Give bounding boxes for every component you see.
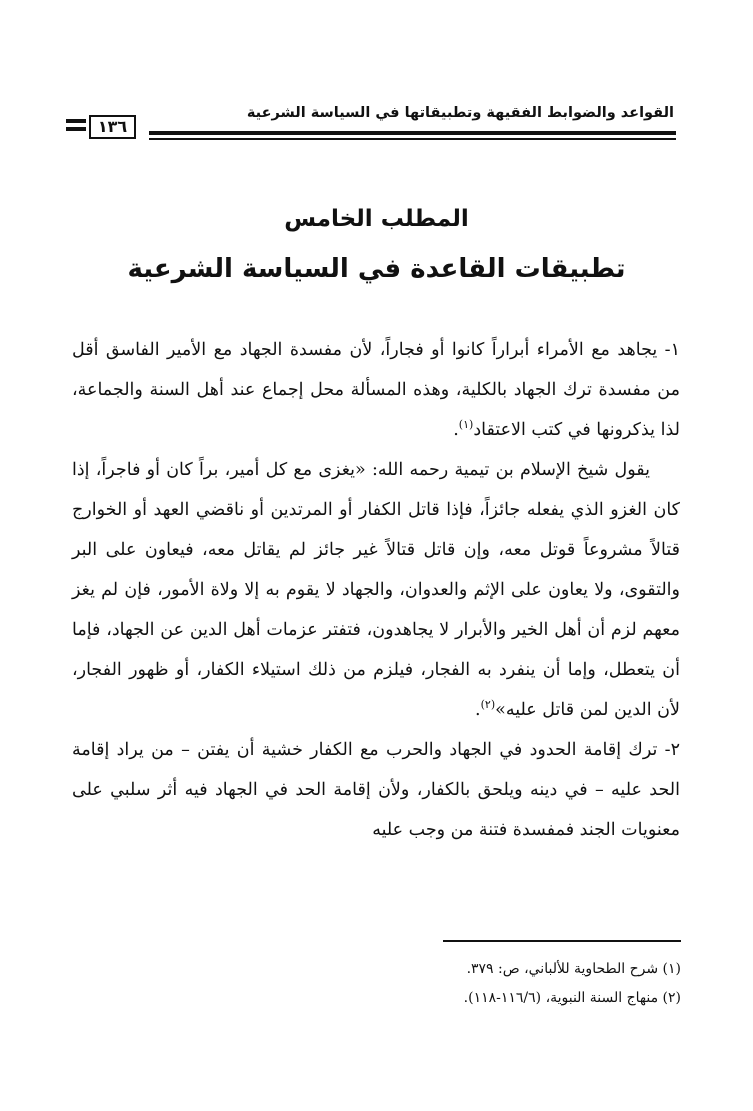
paragraph-3: ٢- ترك إقامة الحدود في الجهاد والحرب مع الكفار خشية أن يفتن – من يراد إقامة الحد عليه – في دينه ويلحق بالكفار، ولأن إقامة الحد في الجهاد فيه أثر سلبي على معنويات الجند فمفسدة فتنة من وجب عليه <box>72 740 680 840</box>
paragraph-1 <box>72 330 680 450</box>
footnote-2: (٢) منهاج السنة النبوية، (١١٦/٦-١١٨). <box>463 990 681 1006</box>
section-title: تطبيقات القاعدة في السياسة الشرعية <box>127 254 626 284</box>
paragraph-1-text: ١- يجاهد مع الأمراء أبراراً كانوا أو فجاراً، لأن مفسدة الجهاد مع الأمير الفاسق أقل من مفسدة ترك الجهاد بالكلية، وهذه المسألة محل إجماع عند أهل السنة والجماعة، لذا يذكرونها في كتب الاعتقاد <box>72 340 680 440</box>
running-title: القواعد والضوابط الفقيهة وتطبيقاتها في السياسة الشرعية <box>246 105 674 121</box>
section-label: المطلب الخامس <box>284 206 469 232</box>
header-dash-top <box>66 119 86 123</box>
paragraph-2-end: . <box>475 700 481 720</box>
footnotes <box>73 955 681 1013</box>
page-header <box>66 103 676 147</box>
paragraph-1-end: . <box>453 420 459 440</box>
footnote-ref-2: (٢) <box>480 698 496 712</box>
footnote-divider <box>443 940 681 942</box>
header-rule-thick <box>149 131 676 135</box>
paragraph-2-text: يقول شيخ الإسلام بن تيمية رحمه الله: «يغزى مع كل أمير، براً كان أو فاجراً، إذا كان الغزو الذي يفعله جائزاً، فإذا قاتل الكفار أو المرتدين أو ناقضي العهد أو الخوارج قتالاً مشروعاً قوتل معه، وإن قاتل قتالاً غير جائز لم يقاتل معه، فيعاون على البر والتقوى، ولا يعاون على الإثم والعدوان، والجهاد لا يقوم به إلا ولاة الأمور، فإن لم يغز معهم لزم أن أهل الخير والأبرار لا يجاهدون، فتفتر عزمات أهل الدين عن الجهاد، فإما أن يتعطل، وإما أن ينفرد به الفجار، فيلزم من ذلك استيلاء الكفار، أو ظهور الفجار، لأن الدين لمن قاتل عليه» <box>72 460 680 720</box>
header-rule-thin <box>149 138 676 140</box>
footnote-1: (١) شرح الطحاوية للألباني، ص: ٣٧٩. <box>466 961 681 977</box>
page-number: ١٣٦ <box>89 115 136 139</box>
body-text <box>72 330 680 850</box>
footnote-ref-1: (١) <box>458 418 474 432</box>
header-dash-bottom <box>66 127 86 131</box>
paragraph-2 <box>72 450 680 730</box>
